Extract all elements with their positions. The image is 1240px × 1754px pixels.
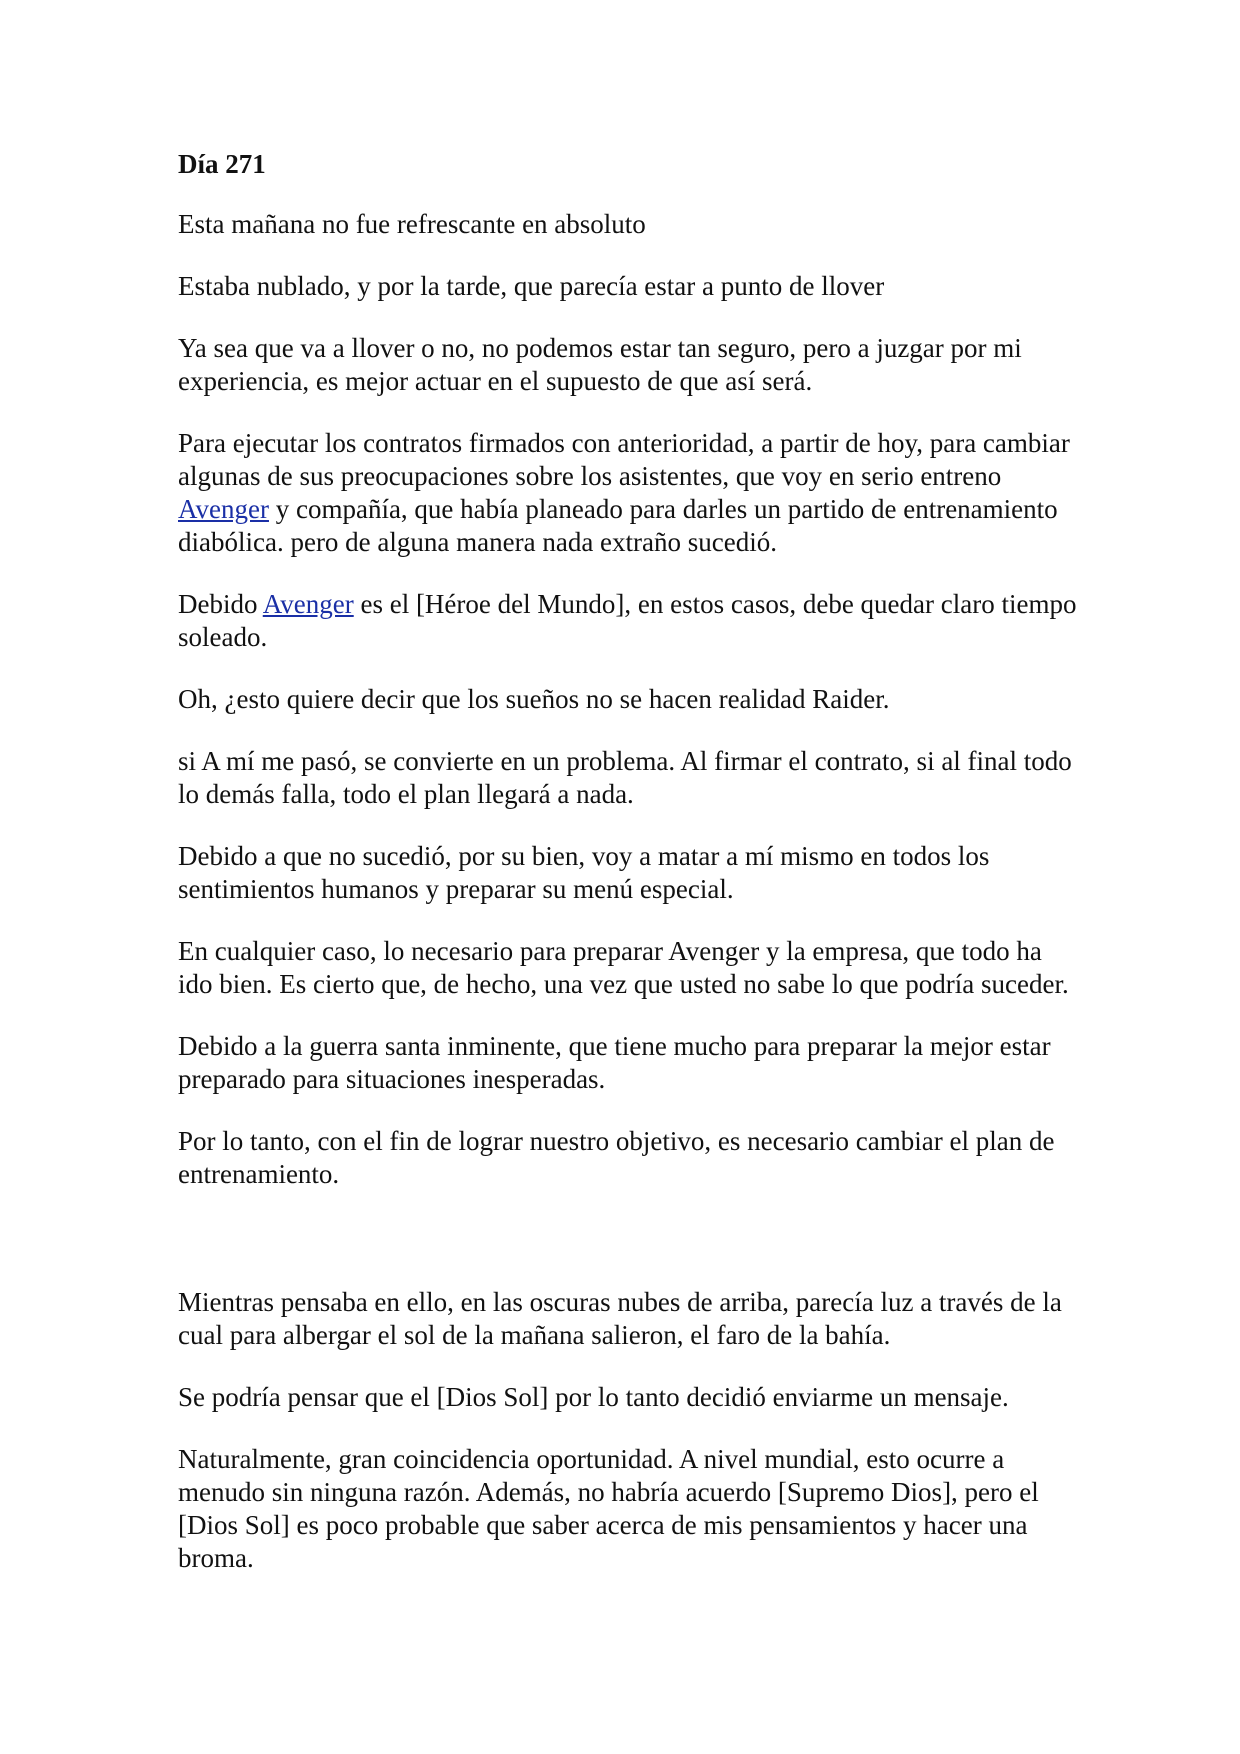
paragraph-6: Oh, ¿esto quiere decir que los sueños no se hacen realidad Raider. bbox=[178, 684, 890, 714]
paragraph-7: si A mí me pasó, se convierte en un problema. Al firmar el contrato, si al final todo lo demás falla, todo el plan llegará a nada. bbox=[178, 746, 1072, 809]
paragraph-13: Se podría pensar que el [Dios Sol] por lo tanto decidió enviarme un mensaje. bbox=[178, 1382, 1009, 1412]
paragraph-5-text-after: es el [Héroe del Mundo], en estos casos, debe quedar claro tiempo soleado. bbox=[178, 589, 1077, 652]
paragraph-2: Estaba nublado, y por la tarde, que parecía estar a punto de llover bbox=[178, 271, 885, 301]
paragraph-9: En cualquier caso, lo necesario para preparar Avenger y la empresa, que todo ha ido bien. Es cierto que, de hecho, una vez que usted no sabe lo que podría suceder. bbox=[178, 936, 1069, 999]
paragraph-4 bbox=[178, 427, 1078, 559]
avenger-link[interactable]: Avenger bbox=[178, 494, 269, 524]
avenger-link-2[interactable]: Avenger bbox=[262, 589, 354, 619]
paragraph-3: Ya sea que va a llover o no, no podemos estar tan seguro, pero a juzgar por mi experiencia, es mejor actuar en el supuesto de que así será. bbox=[178, 333, 1022, 396]
section-gap bbox=[178, 1220, 1078, 1286]
paragraph-4-text-before: Para ejecutar los contratos firmados con anterioridad, a partir de hoy, para cambiar algunas de sus preocupaciones sobre los asistentes, que voy en serio entreno bbox=[178, 428, 1070, 491]
paragraph-5 bbox=[178, 588, 1078, 654]
paragraph-14: Naturalmente, gran coincidencia oportunidad. A nivel mundial, esto ocurre a menudo sin ninguna razón. Además, no habría acuerdo [Supremo Dios], pero el [Dios Sol] es poco probable que saber acerca de mis pensamientos y hacer una broma. bbox=[178, 1444, 1039, 1573]
paragraph-10: Debido a la guerra santa inminente, que tiene mucho para preparar la mejor estar preparado para situaciones inesperadas. bbox=[178, 1031, 1051, 1094]
paragraph-5-text-before: Debido bbox=[178, 589, 263, 619]
paragraph-4-text-after: y compañía, que había planeado para darles un partido de entrenamiento diabólica. pero de alguna manera nada extraño sucedió. bbox=[178, 494, 1058, 557]
chapter-title: Día 271 bbox=[178, 149, 266, 179]
document-page bbox=[178, 148, 1078, 1604]
paragraph-1: Esta mañana no fue refrescante en absoluto bbox=[178, 209, 646, 239]
paragraph-8: Debido a que no sucedió, por su bien, voy a matar a mí mismo en todos los sentimientos humanos y preparar su menú especial. bbox=[178, 841, 990, 904]
paragraph-11: Por lo tanto, con el fin de lograr nuestro objetivo, es necesario cambiar el plan de entrenamiento. bbox=[178, 1126, 1055, 1189]
paragraph-12: Mientras pensaba en ello, en las oscuras nubes de arriba, parecía luz a través de la cual para albergar el sol de la mañana salieron, el faro de la bahía. bbox=[178, 1287, 1062, 1350]
